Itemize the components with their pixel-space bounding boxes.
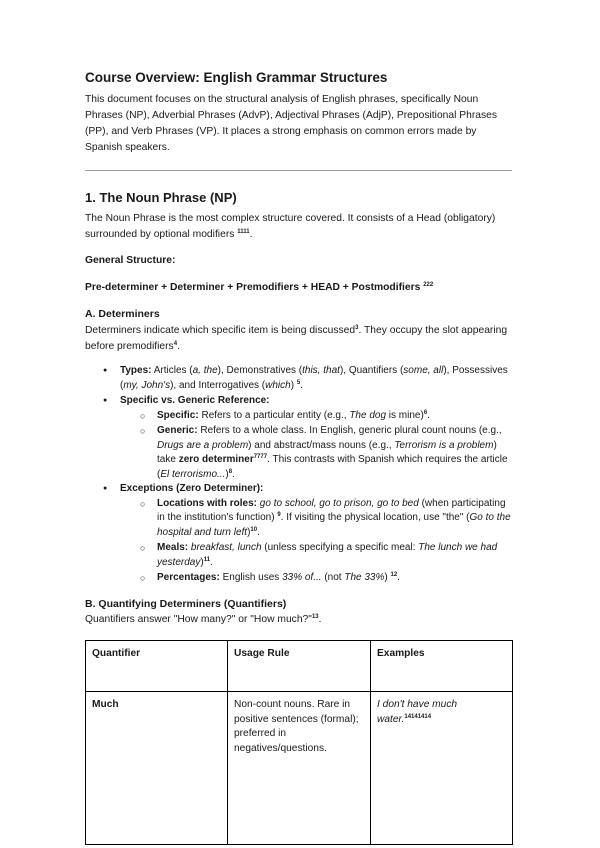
- footnote-ref: 10: [250, 526, 258, 533]
- cell-example: I don't have much water.$^{14141414}$: [371, 692, 513, 845]
- cell-quantifier: Much: [86, 692, 228, 845]
- column-header-usage-rule: Usage Rule: [228, 641, 371, 692]
- list-item-specific: ○ Specific: Refers to a particular entity (e.g., The dog is mine)$^6$.: [85, 409, 515, 424]
- general-structure-label: General Structure:: [85, 255, 176, 266]
- list-item-types: ● Types: Articles (a, the), Demonstratives (this, that), Quantifiers (some, all), Possessives (my, John's), and Interrogatives (which) $^5$.: [85, 364, 515, 393]
- footnote-ref: 4: [173, 341, 178, 347]
- list-item-generic: ○ Generic: Refers to a whole class. In English, generic plural count nouns (e.g., Drugs are a problem) and abstract/mass nouns (e.g., Terrorism is a problem) take zero determiner$^{7777}$. This contrasts with Spanish which requires the article (El terrorismo...)$^8$.: [85, 424, 515, 482]
- intro-paragraph: This document focuses on the structural analysis of English phrases, specifically Noun Phrases (NP), Adverbial Phrases (AdvP), Adjectival Phrases (AdjP), Prepositional Phrases (PP), and Verb Phrases (VP). It places a strong emphasis on common errors made by Spanish speakers.: [85, 94, 498, 153]
- determiners-list: [85, 364, 515, 586]
- footnote-ref: 9: [277, 512, 281, 518]
- section-heading-noun-phrase: 1. The Noun Phrase (NP): [85, 190, 237, 205]
- quantifiers-intro: Quantifiers answer "How many?" or "How much?"$^{13}$.: [85, 614, 322, 625]
- footnote-ref: 13: [311, 614, 319, 620]
- footnote-ref: 8: [228, 468, 233, 475]
- column-header-quantifier: Quantifier: [86, 641, 228, 692]
- quantifiers-table: [85, 640, 513, 845]
- footnote-ref: 6: [423, 409, 428, 416]
- footnote-ref: 222: [423, 282, 434, 288]
- footnote-ref: 5: [296, 379, 301, 386]
- footnote-ref: 14141414: [404, 713, 432, 720]
- footnote-ref: 3: [355, 325, 359, 331]
- footnote-ref: 7777: [253, 454, 268, 460]
- horizontal-rule: [85, 170, 512, 171]
- exceptions-sublist: [120, 497, 515, 586]
- list-item-locations: ○ Locations with roles: go to school, go to prison, go to bed (when participating in the institution's function) $^9$. If visiting the physical location, use "the" (Go to the hospital and turn left)$^{10}$.: [85, 497, 515, 541]
- list-item-exceptions: ● Exceptions (Zero Determiner): ○ Locations with roles: go to school, go to prison, go to bed (when participating in the institution's function) $^9$. If visiting the physical location, use "the" (Go to the hospital and turn left)$^{10}$. ○ Meals: breakfast, lunch (unless specifying a specific meal: The lunch we had yesterday)$^{11}$. ○ Percentages: English uses 33% of... (not The 33%) $^{12}$.: [85, 482, 515, 586]
- subsection-heading-quantifiers: B. Quantifying Determiners (Quantifiers): [85, 598, 287, 610]
- footnote-ref: 1111: [237, 229, 250, 235]
- table-header-row: [86, 641, 513, 692]
- determiners-intro: Determiners indicate which specific item is being discussed$^3$. They occupy the slot appearing before premodifiers$^4$.: [85, 325, 508, 352]
- column-header-examples: Examples: [371, 641, 513, 692]
- subsection-heading-determiners: A. Determiners: [85, 308, 160, 320]
- list-item-meals: ○ Meals: breakfast, lunch (unless specifying a specific meal: The lunch we had yesterday)$^{11}$.: [85, 541, 515, 570]
- list-item-specific-generic: ● Specific vs. Generic Reference: ○ Specific: Refers to a particular entity (e.g., The dog is mine)$^6$. ○ Generic: Refers to a whole class. In English, generic plural count nouns (e.g., Drugs are a problem) and abstract/mass nouns (e.g., Terrorism is a problem) take zero determiner$^{7777}$. This contrasts with Spanish which requires the article (El terrorismo...)$^8$.: [85, 394, 515, 482]
- noun-phrase-intro: The Noun Phrase is the most complex structure covered. It consists of a Head (obligatory) surrounded by optional modifiers $^{1111}$.: [85, 213, 496, 240]
- table-row: [86, 692, 513, 845]
- list-item-percentages: ○ Percentages: English uses 33% of... (not The 33%) $^{12}$.: [85, 571, 515, 586]
- specific-generic-sublist: [120, 409, 515, 483]
- cell-usage-rule: Non-count nouns. Rare in positive sentences (formal); preferred in negatives/questions.: [228, 692, 371, 845]
- footnote-ref: 12: [390, 572, 398, 578]
- document-title: Course Overview: English Grammar Structures: [85, 70, 388, 85]
- footnote-ref: 11: [203, 556, 211, 563]
- np-formula: Pre-determiner + Determiner + Premodifiers + HEAD + Postmodifiers $^{222}$: [85, 282, 434, 293]
